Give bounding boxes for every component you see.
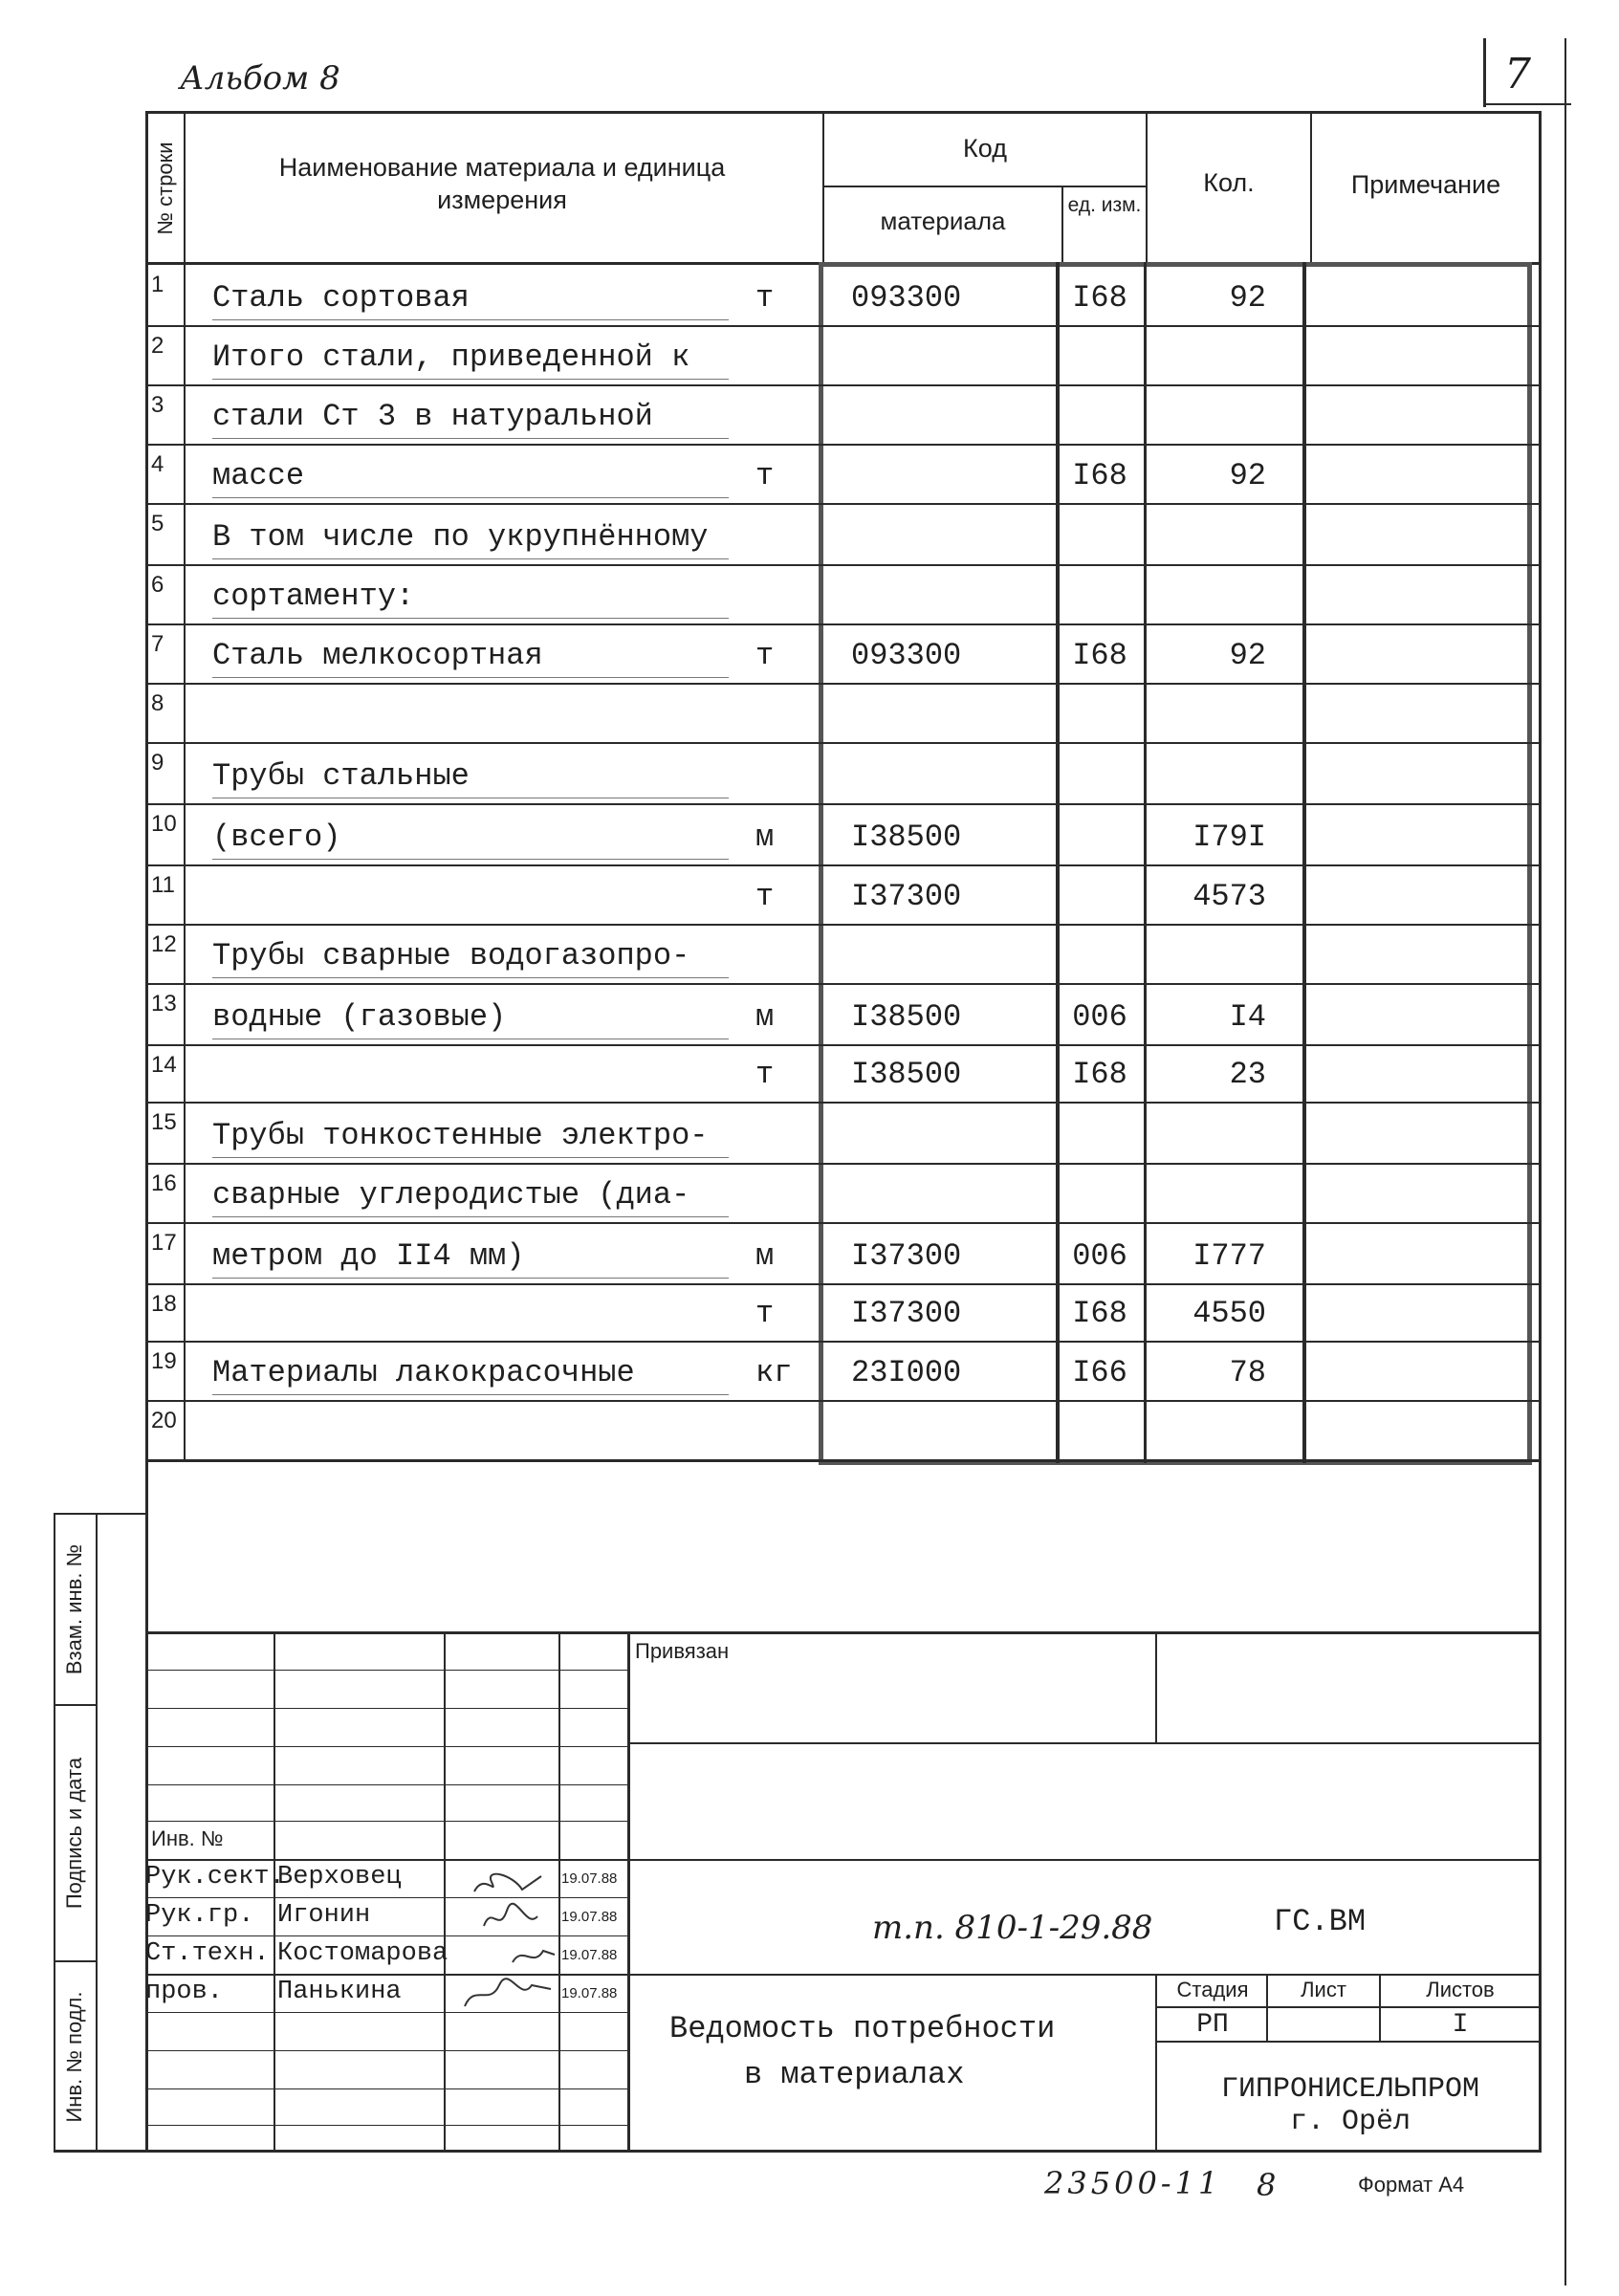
row-qty: 92 (1229, 458, 1266, 493)
row-qty: 78 (1229, 1355, 1266, 1390)
doc-code: т.п. 810-1-29.88 (872, 1909, 1153, 1947)
row-divider (145, 983, 1540, 985)
row-number: 2 (151, 333, 164, 359)
row-text-underline (212, 497, 729, 498)
row-material-code: I37300 (851, 1238, 962, 1274)
body-bottom-line (145, 1459, 1542, 1462)
row-material-code: I38500 (851, 999, 962, 1035)
row-number: 12 (151, 931, 177, 957)
row-divider (145, 444, 1540, 446)
row-qty: 92 (1229, 638, 1266, 673)
stamp-podpis: Подпись и дата (62, 1757, 86, 1910)
header-qty: Кол. (1203, 168, 1255, 197)
stage-value: РП (1196, 2010, 1229, 2040)
row-number: 6 (151, 572, 164, 598)
row-name: Сталь сортовая (212, 280, 470, 316)
row-unit-code: I68 (1072, 1296, 1127, 1331)
row-unit: кг (755, 1355, 793, 1390)
row-text-underline (212, 379, 729, 380)
row-name: Трубы сварные водогазопро- (212, 938, 690, 973)
row-qty: I4 (1229, 999, 1266, 1035)
row-text-underline (212, 618, 729, 619)
row-divider (145, 1102, 1540, 1104)
header-material: материала (880, 207, 1006, 235)
row-number: 5 (151, 511, 164, 536)
right-frame (1539, 111, 1542, 1633)
person-role-2: Рук.гр. (145, 1901, 254, 1930)
stamp-vzam: Взам. инв. № (62, 1543, 86, 1675)
row-number: 8 (151, 690, 164, 716)
doc-mark: ГС.ВМ (1274, 1904, 1367, 1939)
header-unit-code: ед. изм. (1067, 194, 1142, 216)
row-divider (145, 742, 1540, 744)
row-unit: т (755, 1057, 775, 1092)
row-number: 18 (151, 1291, 177, 1317)
person-date-2: 19.07.88 (561, 1909, 618, 1925)
row-name: метром до II4 мм) (212, 1238, 525, 1274)
row-text-underline (212, 859, 729, 860)
row-divider (145, 325, 1540, 327)
row-number: 7 (151, 631, 164, 657)
row-name: сортаменту: (212, 579, 415, 614)
signature-4 (465, 1979, 551, 2006)
person-role-4: пров. (145, 1978, 224, 2006)
stamp-inv-podl: Инв. № подл. (62, 1991, 86, 2123)
row-divider (145, 1400, 1540, 1402)
row-qty: 4550 (1192, 1296, 1266, 1331)
row-unit: т (755, 638, 775, 673)
row-qty: 23 (1229, 1057, 1266, 1092)
row-divider (145, 1283, 1540, 1285)
row-name: Материалы лакокрасочные (212, 1355, 635, 1390)
privyazan-label: Привязан (635, 1639, 730, 1663)
signature-3 (513, 1951, 555, 1962)
row-unit-code: I66 (1072, 1355, 1127, 1390)
row-divider (145, 384, 1540, 386)
person-name-1: Верховец (277, 1863, 402, 1891)
row-divider (145, 1044, 1540, 1046)
row-name: массе (212, 458, 305, 493)
row-text-underline (212, 438, 729, 439)
row-unit-code: I68 (1072, 458, 1127, 493)
signatures (446, 1863, 558, 2016)
row-text-underline (212, 558, 729, 559)
row-text-underline (212, 677, 729, 678)
person-role-1: Рук.сект. (145, 1863, 285, 1891)
row-divider (145, 1341, 1540, 1343)
row-divider (145, 1222, 1540, 1224)
row-material-code: 093300 (851, 280, 962, 316)
row-name: Итого стали, приведенной к (212, 339, 690, 375)
album-label: Альбом 8 (180, 59, 340, 98)
row-name: водные (газовые) (212, 999, 507, 1035)
org-city: г. Орёл (1289, 2106, 1411, 2138)
row-qty: I777 (1192, 1238, 1266, 1274)
row-number: 20 (151, 1408, 177, 1433)
person-name-4: Панькина (277, 1978, 402, 2006)
row-material-code: 23I000 (851, 1355, 962, 1390)
page-number: 7 (1504, 50, 1531, 98)
row-number: 17 (151, 1230, 177, 1256)
row-unit-code: I68 (1072, 638, 1127, 673)
row-name: (всего) (212, 820, 341, 855)
row-unit: т (755, 879, 775, 914)
person-name-2: Игонин (277, 1901, 371, 1930)
row-text-underline (212, 319, 729, 320)
row-unit-code: 006 (1072, 1238, 1127, 1274)
stage-label: Стадия (1176, 1978, 1249, 2001)
row-name: сварные углеродистые (диа- (212, 1177, 690, 1213)
row-text-underline (212, 1278, 729, 1279)
sheets-label: Листов (1426, 1978, 1495, 2001)
row-number: 11 (151, 872, 175, 898)
archive-number: 23500-11 (1044, 2165, 1222, 2201)
person-name-3: Костомарова (277, 1939, 449, 1968)
row-material-code: I38500 (851, 1057, 962, 1092)
doc-title-2: в материалах (744, 2057, 965, 2092)
row-number: 19 (151, 1348, 177, 1374)
row-number: 3 (151, 392, 164, 418)
row-material-code: I38500 (851, 820, 962, 855)
row-name: В том числе по укрупнённому (212, 519, 709, 555)
row-number: 10 (151, 811, 177, 837)
format-label: Формат А4 (1358, 2173, 1465, 2197)
row-number: 1 (151, 272, 164, 297)
row-unit: м (755, 999, 775, 1035)
row-number: 16 (151, 1170, 177, 1196)
row-unit: т (755, 1296, 775, 1331)
person-date-4: 19.07.88 (561, 1985, 618, 2001)
header-code: Код (963, 134, 1007, 163)
inv-no-label: Инв. № (151, 1826, 224, 1850)
row-unit: м (755, 820, 775, 855)
signature-2 (484, 1904, 537, 1926)
row-name: стали Ст 3 в натуральной (212, 399, 653, 434)
sheets-value: I (1452, 2010, 1469, 2040)
left-frame (145, 111, 148, 1633)
row-unit: м (755, 1238, 775, 1274)
rownum-col-line (184, 111, 186, 1459)
row-number: 4 (151, 451, 164, 477)
person-role-3: Ст.техн. (145, 1939, 270, 1968)
row-divider (145, 864, 1540, 866)
row-unit: т (755, 280, 775, 316)
row-name: Сталь мелкосортная (212, 638, 543, 673)
page-number-underline (1485, 103, 1571, 105)
row-name: Трубы тонкостенные электро- (212, 1118, 709, 1153)
row-qty: 92 (1229, 280, 1266, 316)
row-divider (145, 564, 1540, 566)
row-divider (145, 503, 1540, 505)
row-text-underline (212, 1394, 729, 1395)
row-divider (145, 683, 1540, 685)
doc-title-1: Ведомость потребности (669, 2011, 1056, 2046)
footer-album: 8 (1257, 2167, 1277, 2203)
person-date-1: 19.07.88 (561, 1870, 618, 1887)
row-text-underline (212, 977, 729, 978)
row-unit-code: I68 (1072, 1057, 1127, 1092)
row-material-code: I37300 (851, 1296, 962, 1331)
row-unit-code: I68 (1072, 280, 1127, 316)
signature-1 (474, 1874, 541, 1891)
row-material-code: I37300 (851, 879, 962, 914)
row-number: 9 (151, 750, 164, 776)
row-qty: 4573 (1192, 879, 1266, 914)
header-name: Наименование материала и единица измерения (278, 153, 726, 214)
row-unit-code: 006 (1072, 999, 1127, 1035)
row-material-code: 093300 (851, 638, 962, 673)
row-number: 14 (151, 1052, 177, 1078)
row-text-underline (212, 1157, 729, 1158)
header-row-no: № строки (153, 142, 177, 235)
row-unit: т (755, 458, 775, 493)
row-divider (145, 803, 1540, 805)
row-divider (145, 1163, 1540, 1165)
person-date-3: 19.07.88 (561, 1947, 618, 1963)
row-divider (145, 924, 1540, 926)
row-text-underline (212, 1216, 729, 1217)
row-number: 13 (151, 991, 177, 1017)
page-number-border (1483, 38, 1486, 107)
org-name: ГИПРОНИСЕЛЬПРОМ (1220, 2073, 1480, 2106)
title-block-top (145, 1631, 1542, 1634)
row-divider (145, 623, 1540, 625)
sheet-label: Лист (1301, 1978, 1346, 2001)
page-edge-line (1564, 38, 1566, 2285)
row-qty: I79I (1192, 820, 1266, 855)
row-number: 15 (151, 1109, 177, 1135)
header-note: Примечание (1350, 170, 1501, 199)
row-name: Трубы стальные (212, 758, 470, 794)
